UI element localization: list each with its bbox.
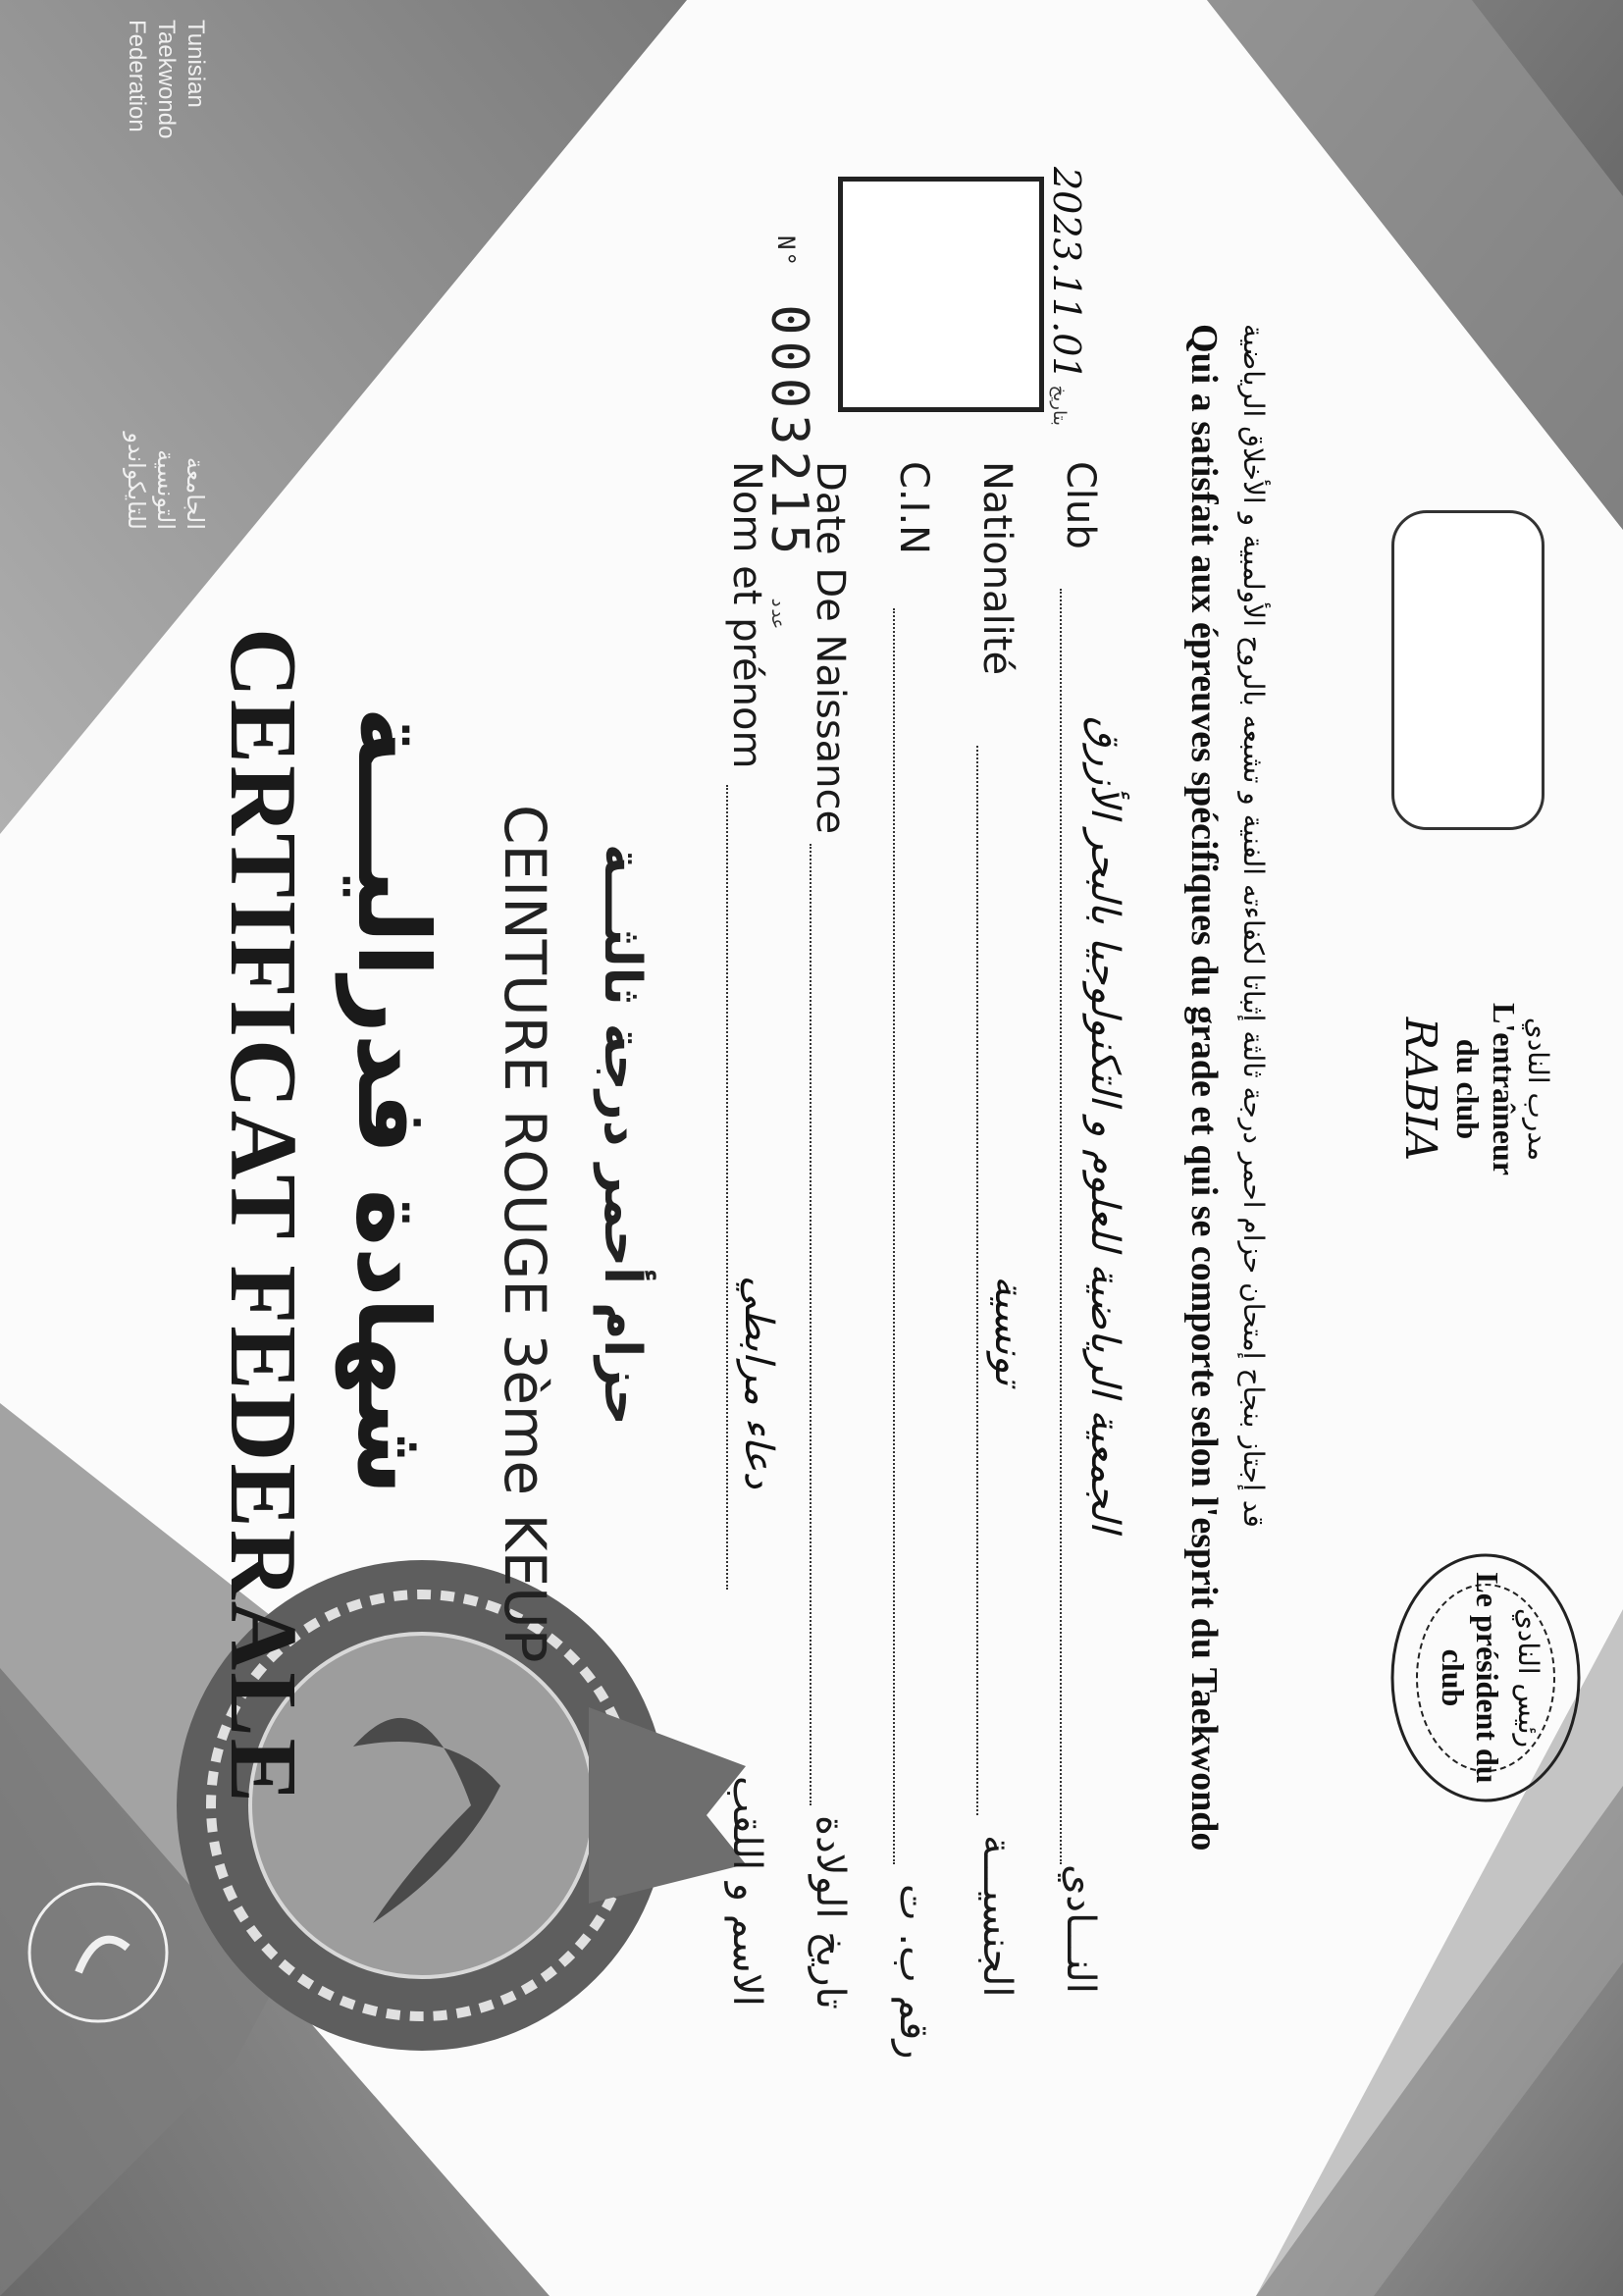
issue-date-value: 2023.11.01 xyxy=(1045,167,1088,381)
field-label-club: Club xyxy=(1058,461,1103,549)
grade-title-fr: CEINTURE ROUGE 3ème KEUP xyxy=(492,805,558,1663)
grade-title-ar: حزام أحمر درجة ثالثـــة xyxy=(593,844,652,1426)
field-value-club: الجمعية الرياضية للعلوم و التكنولوجيا بالبحر الأزرق xyxy=(1082,716,1127,1533)
serial-label-ar: عدد xyxy=(767,597,788,630)
statement-ar: قد إجتاز بنجاح إمتحان حزام احمر درجة ثالثة إثباتا لكفاءته الفنية و تشبعه بالروح الأولمبية و الأخلاق الرياضية xyxy=(1237,324,1270,1528)
field-value-name: دعاء مرابطي xyxy=(736,1276,781,1489)
statement-fr: Qui a satisfait aux épreuves spécifiques du grade et qui se comporte selon l'esprit du Taekwondo xyxy=(1183,324,1225,1852)
coach-signature-block xyxy=(1395,991,1554,1187)
field-line-cin xyxy=(893,608,895,1864)
field-label-ar-nationality: الجنسيـــة xyxy=(974,1835,1020,1998)
field-label-ar-cin: رقم ب. ت xyxy=(891,1884,936,2060)
field-label-name: Nom et prénom xyxy=(724,461,769,769)
serial-number: 0003215 xyxy=(759,304,818,561)
coach-title-fr: L'entraîneur xyxy=(1487,1003,1522,1175)
field-line-club xyxy=(1060,589,1062,1864)
federation-name-en xyxy=(122,20,210,138)
federation-name-ar-line: التونسية xyxy=(152,449,180,530)
serial-prefix: N° xyxy=(772,235,800,268)
certificate-title-fr: CERTIFICAT FEDERALE xyxy=(210,628,316,1804)
federation-name-ar-line: للتايكواندو xyxy=(123,432,150,530)
field-value-nationality: تونسية xyxy=(986,1276,1031,1386)
field-label-birthdate: Date De Naissance xyxy=(808,461,853,835)
president-title-fr: club xyxy=(1436,1648,1471,1707)
federation-name-ar-line: الجامعة xyxy=(182,456,209,530)
federation-name-line: Federation xyxy=(124,20,150,132)
field-label-ar-birthdate: تاريخ الولادة xyxy=(808,1815,853,2009)
coach-title-fr: du club xyxy=(1450,1038,1486,1140)
field-line-name xyxy=(726,785,728,1590)
president-stamp-block xyxy=(1387,1550,1584,1805)
coach-signature: RABIA xyxy=(1395,1017,1445,1162)
president-title-ar: رئيس النادي xyxy=(1512,1607,1544,1748)
issue-date-label: بتاريخ xyxy=(1049,385,1070,426)
field-label-nationality: Nationalité xyxy=(974,461,1020,676)
issue-date xyxy=(1045,167,1088,426)
federation-name-line: Taekwondo xyxy=(153,20,180,139)
field-label-ar-club: النـــادي xyxy=(1058,1864,1103,1994)
field-label-cin: C.I.N xyxy=(891,461,936,555)
president-title-fr: Le président du xyxy=(1470,1572,1505,1784)
photo-box xyxy=(838,177,1044,412)
federation-name-line: Tunisian xyxy=(183,20,209,108)
coach-title-ar: مدرب النادي xyxy=(1522,1017,1554,1162)
certificate-title-ar: شهادة فدراليـــة xyxy=(336,706,450,1495)
field-label-ar-name: الاسم و اللقب xyxy=(724,1776,769,2007)
field-line-nationality xyxy=(976,746,978,1815)
field-line-birthdate xyxy=(810,844,812,1805)
federation-name-ar xyxy=(122,373,210,530)
stamp-box xyxy=(1391,510,1544,830)
